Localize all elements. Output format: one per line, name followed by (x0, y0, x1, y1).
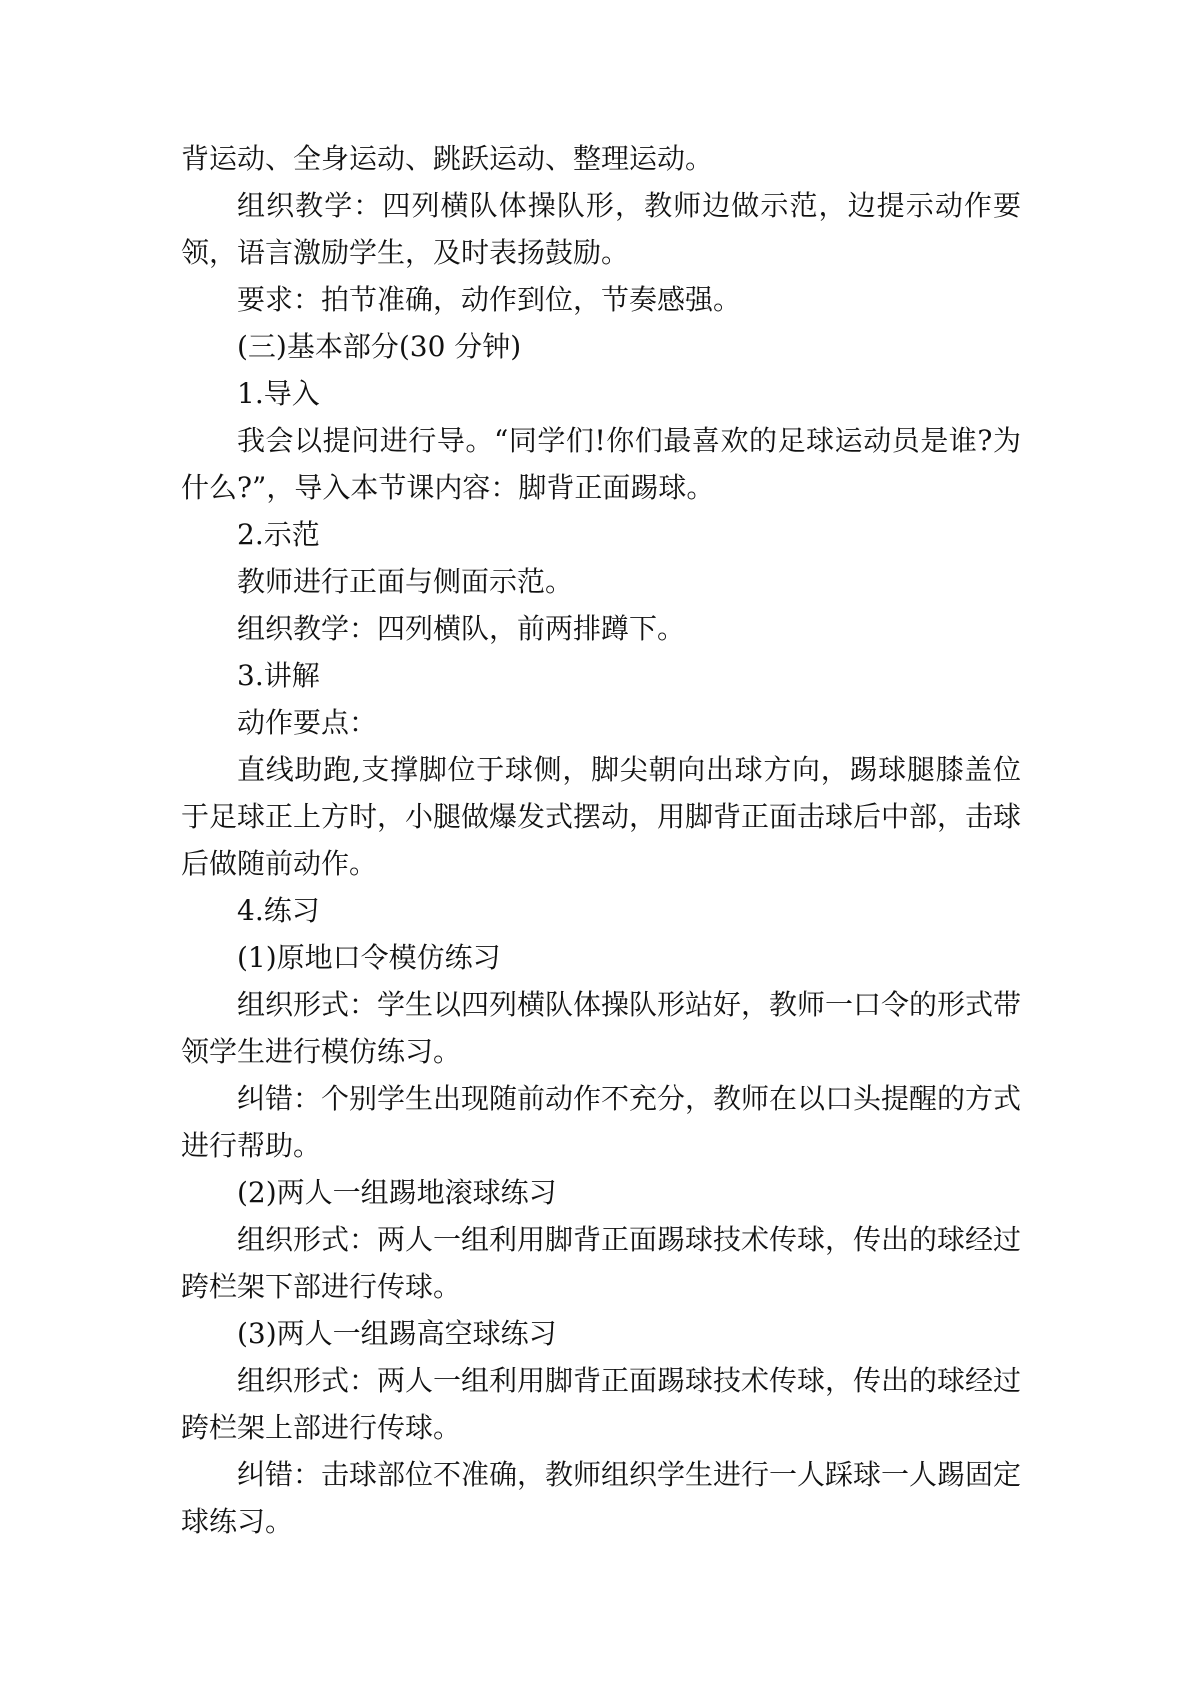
subheading-introduction: 1.导入 (237, 377, 320, 410)
practice-item-2-format: 组织形式：两人一组利用脚背正面踢球技术传球，传出的球经过跨栏架下部进行传球。 (181, 1223, 1022, 1303)
practice-item-2-title: (2)两人一组踢地滚球练习 (237, 1176, 557, 1209)
practice-item-3-format: 组织形式：两人一组利用脚背正面踢球技术传球，传出的球经过跨栏架上部进行传球。 (181, 1364, 1022, 1444)
document-body (181, 135, 1021, 1545)
practice-item-3-correction: 纠错：击球部位不准确，教师组织学生进行一人踩球一人踢固定球练习。 (181, 1458, 1022, 1538)
practice-item-1-title: (1)原地口令模仿练习 (237, 941, 501, 974)
practice-item-1-correction: 纠错：个别学生出现随前动作不充分，教师在以口头提醒的方式进行帮助。 (181, 1082, 1022, 1162)
paragraph-demo-organization: 组织教学：四列横队，前两排蹲下。 (237, 612, 686, 645)
subheading-practice: 4.练习 (237, 894, 320, 927)
paragraph-introduction: 我会以提问进行导。“同学们!你们最喜欢的足球运动员是谁?为什么?”，导入本节课内容：脚背正面踢球。 (181, 424, 1021, 504)
practice-item-1-format: 组织形式：学生以四列横队体操队形站好，教师一口令的形式带领学生进行模仿练习。 (181, 988, 1022, 1068)
paragraph-key-points-label: 动作要点： (237, 706, 378, 739)
subheading-demonstration: 2.示范 (237, 518, 320, 551)
paragraph-organize-teaching: 组织教学：四列横队体操队形，教师边做示范，边提示动作要领，语言激励学生，及时表扬鼓励。 (181, 189, 1021, 269)
paragraph-requirements: 要求：拍节准确，动作到位，节奏感强。 (237, 283, 742, 316)
paragraph-demonstration: 教师进行正面与侧面示范。 (237, 565, 574, 598)
subheading-explanation: 3.讲解 (237, 659, 320, 692)
section-heading-basic-part: (三)基本部分(30 分钟) (237, 330, 522, 363)
practice-item-3-title: (3)两人一组踢高空球练习 (237, 1317, 557, 1350)
paragraph-continuation: 背运动、全身运动、跳跃运动、整理运动。 (181, 142, 714, 175)
paragraph-key-points: 直线助跑,支撑脚位于球侧，脚尖朝向出球方向，踢球腿膝盖位于足球正上方时，小腿做爆发式摆动，用脚背正面击球后中部，击球后做随前动作。 (181, 753, 1022, 880)
